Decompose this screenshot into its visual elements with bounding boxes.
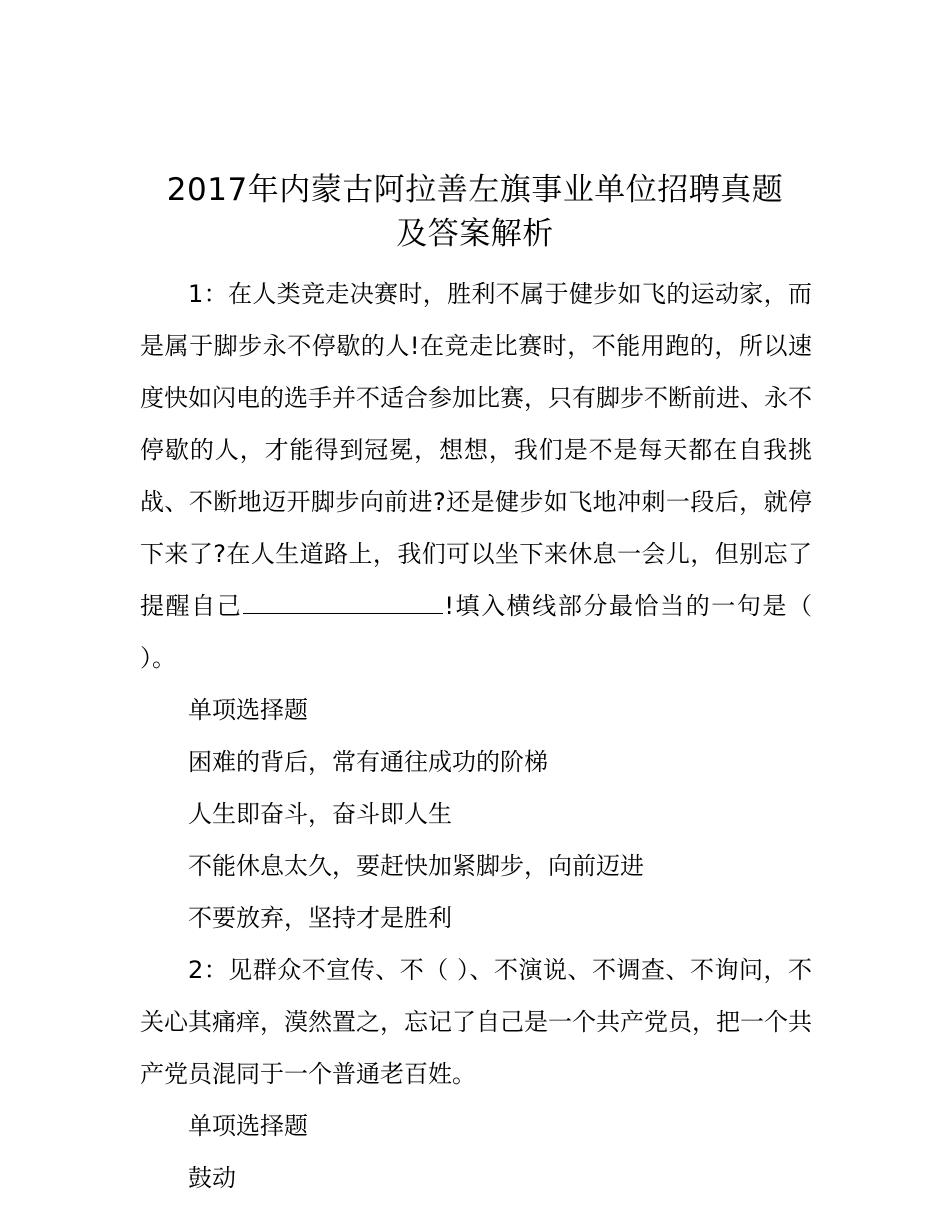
question-1-option: 不能休息太久，要赶快加紧脚步，向前迈进 — [188, 852, 644, 880]
question-1-stem — [140, 268, 812, 684]
question-1-option: 不要放弃，坚持才是胜利 — [188, 904, 452, 932]
question-1-text-end: !填入横线部分最恰当的一句是（ ）。 — [140, 592, 813, 672]
question-1-type: 单项选择题 — [188, 696, 308, 724]
document-title — [140, 168, 810, 256]
question-2-type: 单项选择题 — [188, 1112, 308, 1140]
question-2-option: 鼓动 — [188, 1164, 236, 1192]
question-1-text: 1：在人类竞走决赛时，胜利不属于健步如飞的运动家，而是属于脚步永不停歇的人!在竞走比赛时，不能用跑的，所以速度快如闪电的选手并不适合参加比赛，只有脚步不断前进、永不停歇的人，才能得到冠冕，想想，我们是不是每天都在自我挑战、不断地迈开脚步向前进?还是健步如飞地冲刺一段后，就停下来了?在人生道路上，我们可以坐下来休息一会儿，但别忘了提醒自己 — [140, 280, 812, 620]
fill-in-blank-line — [243, 587, 443, 614]
question-1-option: 人生即奋斗，奋斗即人生 — [188, 800, 452, 828]
document-body — [140, 268, 812, 1204]
title-line-1: 2017年内蒙古阿拉善左旗事业单位招聘真题 — [166, 172, 784, 208]
title-line-2: 及答案解析 — [396, 216, 554, 252]
question-1-option: 困难的背后，常有通往成功的阶梯 — [188, 748, 548, 776]
question-2-stem: 2：见群众不宣传、不（ ）、不演说、不调查、不询问，不关心其痛痒，漠然置之，忘记了自己是一个共产党员，把一个共产党员混同于一个普通老百姓。 — [140, 956, 812, 1088]
